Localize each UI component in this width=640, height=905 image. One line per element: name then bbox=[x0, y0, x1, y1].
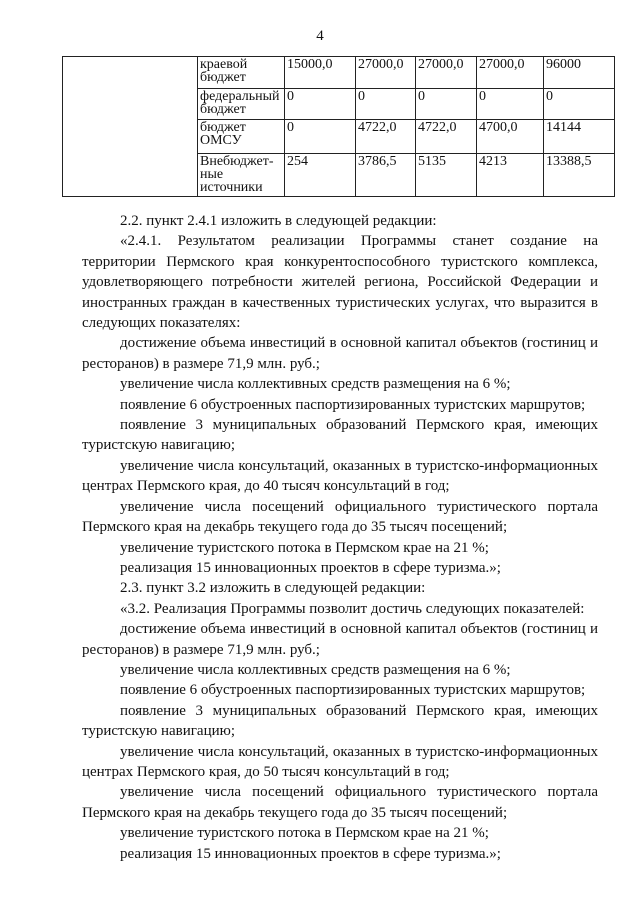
paragraph: увеличение туристского потока в Пермском крае на 21 %; bbox=[120, 825, 489, 842]
empty-merged-cell bbox=[63, 57, 198, 197]
paragraph: увеличение туристского потока в Пермском крае на 21 %; bbox=[120, 539, 489, 556]
paragraph: увеличение числа консультаций, оказанных в туристско-информационных центрах Пермского края, до 40 тысяч консультаций в год; bbox=[82, 457, 598, 495]
value-cell: 27000,0 bbox=[416, 57, 477, 89]
paragraph: увеличение числа коллективных средств размещения на 6 %; bbox=[120, 376, 511, 393]
value-cell: 4722,0 bbox=[416, 120, 477, 154]
value-cell: 27000,0 bbox=[477, 57, 544, 89]
value-cell: 0 bbox=[477, 89, 544, 120]
paragraph: достижение объема инвестиций в основной капитал объектов (гостиниц и ресторанов) в размере 71,9 млн. руб.; bbox=[82, 621, 598, 658]
document-body bbox=[82, 211, 598, 864]
paragraph: появление 3 муниципальных образований Пермского края, имеющих туристскую навигацию; bbox=[82, 702, 598, 740]
table-row bbox=[63, 57, 615, 89]
paragraph: «3.2. Реализация Программы позволит достичь следующих показателей: bbox=[120, 600, 585, 617]
total-value-cell: 13388,5 bbox=[544, 154, 615, 197]
value-cell: 3786,5 bbox=[356, 154, 416, 197]
value-cell: 4213 bbox=[477, 154, 544, 197]
paragraph: «2.4.1. Результатом реализации Программы станет создание на территории Пермского края конкурентоспособного туристского комплекса, удовлетворяющего потребности жителей региона, Российской Федерации и иностранных граждан в качественных туристических услугах, что выразится в следующих показателях: bbox=[82, 233, 598, 332]
paragraph: появление 6 обустроенных паспортизированных туристских маршрутов; bbox=[120, 396, 586, 413]
value-cell: 5135 bbox=[416, 154, 477, 197]
value-cell: 254 bbox=[285, 154, 356, 197]
paragraph: увеличение числа консультаций, оказанных в туристско-информационных центрах Пермского края, до 50 тысяч консультаций в год; bbox=[82, 743, 598, 780]
paragraph: появление 6 обустроенных паспортизированных туристских маршрутов; bbox=[120, 682, 586, 699]
value-cell: 0 bbox=[416, 89, 477, 120]
paragraph: реализация 15 инновационных проектов в сфере туризма.»; bbox=[120, 559, 501, 576]
paragraph: увеличение числа посещений официального туристического портала Пермского края на декабрь текущего года до 35 тысяч посещений; bbox=[82, 784, 598, 821]
paragraph: 2.3. пункт 3.2 изложить в следующей редакции: bbox=[120, 580, 426, 597]
value-cell: 4722,0 bbox=[356, 120, 416, 154]
total-value-cell: 0 bbox=[544, 89, 615, 120]
total-value-cell: 14144 bbox=[544, 120, 615, 154]
value-cell: 0 bbox=[285, 89, 356, 120]
funding-source-cell: Внебюджет-ные источники bbox=[198, 154, 285, 197]
page-number: 4 bbox=[316, 28, 324, 44]
paragraph: увеличение числа посещений официального туристического портала Пермского края на декабрь текущего года до 35 тысяч посещений; bbox=[82, 498, 598, 536]
value-cell: 0 bbox=[285, 120, 356, 154]
funding-source-cell: бюджет ОМСУ bbox=[198, 120, 285, 154]
paragraph: реализация 15 инновационных проектов в сфере туризма.»; bbox=[120, 845, 501, 862]
value-cell: 15000,0 bbox=[285, 57, 356, 89]
paragraph: 2.2. пункт 2.4.1 изложить в следующей редакции: bbox=[120, 213, 437, 229]
paragraph: увеличение числа коллективных средств размещения на 6 %; bbox=[120, 661, 511, 678]
paragraph: достижение объема инвестиций в основной капитал объектов (гостиниц и ресторанов) в размере 71,9 млн. руб.; bbox=[82, 335, 598, 372]
value-cell: 4700,0 bbox=[477, 120, 544, 154]
value-cell: 27000,0 bbox=[356, 57, 416, 89]
funding-source-cell: краевой бюджет bbox=[198, 57, 285, 89]
budget-table bbox=[62, 56, 615, 197]
value-cell: 0 bbox=[356, 89, 416, 120]
funding-source-cell: федеральный бюджет bbox=[198, 89, 285, 120]
paragraph: появление 3 муниципальных образований Пермского края, имеющих туристскую навигацию; bbox=[82, 417, 598, 454]
total-value-cell: 96000 bbox=[544, 57, 615, 89]
